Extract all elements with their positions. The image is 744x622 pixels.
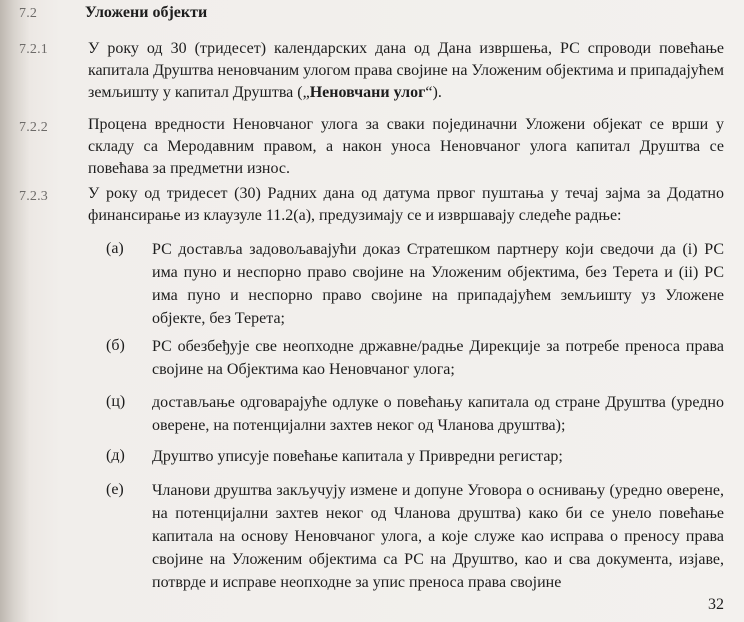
list-item-label: (а) [106, 240, 124, 257]
list-item-text: РС обезбеђује све неопходне државне/радње Дирекције за потребе преноса права својине на Објектима као Неновчаног улога; [152, 338, 724, 378]
list-item-text: Друштво уписује повећање капитала у Привредни регистар; [152, 448, 563, 465]
clause-number-7-2-2: 7.2.2 [19, 120, 48, 135]
clause-7-2-1-text [88, 38, 724, 104]
clause-7-2-3-text: У року од тридесет (30) Радних дана од датума првог пуштања у течај зајма за Додатно финансирање из клаузуле 11.2(а), предузимају се и извршавају следеће радње: [88, 185, 724, 224]
clause-7-2-1-text-end: “). [425, 84, 442, 101]
defined-term-non-cash-contribution: Неновчани улог [309, 84, 426, 101]
list-item-text: РС доставља задовољавајући доказ Стратешком партнеру који сведочи да (i) РС има пуно и неспорно право својине на Уложеним објектима, без Терета и (ii) РС има пуно и неспорно право својине на припадајућем земљишту уз Уложене објекте, без Терета; [152, 241, 724, 327]
list-item-label: (д) [106, 447, 125, 464]
list-item-label: (е) [106, 481, 124, 498]
clause-number-7-2-1: 7.2.1 [19, 42, 48, 57]
clause-7-2-2-text: Процена вредности Неновчаног улога за сваки појединачни Уложени објекат се врши у складу са Меродавним правом, а након уноса Неновчаног улога капитал Друштва се повећава за предметни износ. [88, 116, 724, 177]
clause-number-7-2-3: 7.2.3 [19, 189, 48, 204]
list-item-text: достављање одговарајуће одлуке о повећању капитала од стране Друштва (уредно оверене, на потенцијални захтев неког од Чланова друштва); [152, 394, 724, 434]
section-title: Уложени објекти [85, 4, 208, 21]
page-number: 32 [708, 596, 724, 613]
list-item-text: Чланови друштва закључују измене и допуне Уговора о оснивању (уредно оверене, на потенцијални захтев неког од Чланова друштва) како би се унело повећање капитала на основу Неновчаног улога, а које служе као исправа о преносу права својине на Уложеним објектима са РС на Друштво, као и сва документа, изјаве, потврде и исправе неопходне за упис преноса права својине [152, 482, 724, 591]
section-number: 7.2 [19, 6, 38, 21]
clause-7-2-1-text-start: У року од 30 (тридесет) календарских дана од Дана извршења, РС спроводи повећање капитала Друштва неновчаним улогом права својине на Уложеним објектима и припадајућем земљишту у капитал Друштва („ [88, 40, 724, 101]
list-item-label: (б) [106, 337, 125, 354]
list-item-label: (ц) [106, 393, 126, 410]
